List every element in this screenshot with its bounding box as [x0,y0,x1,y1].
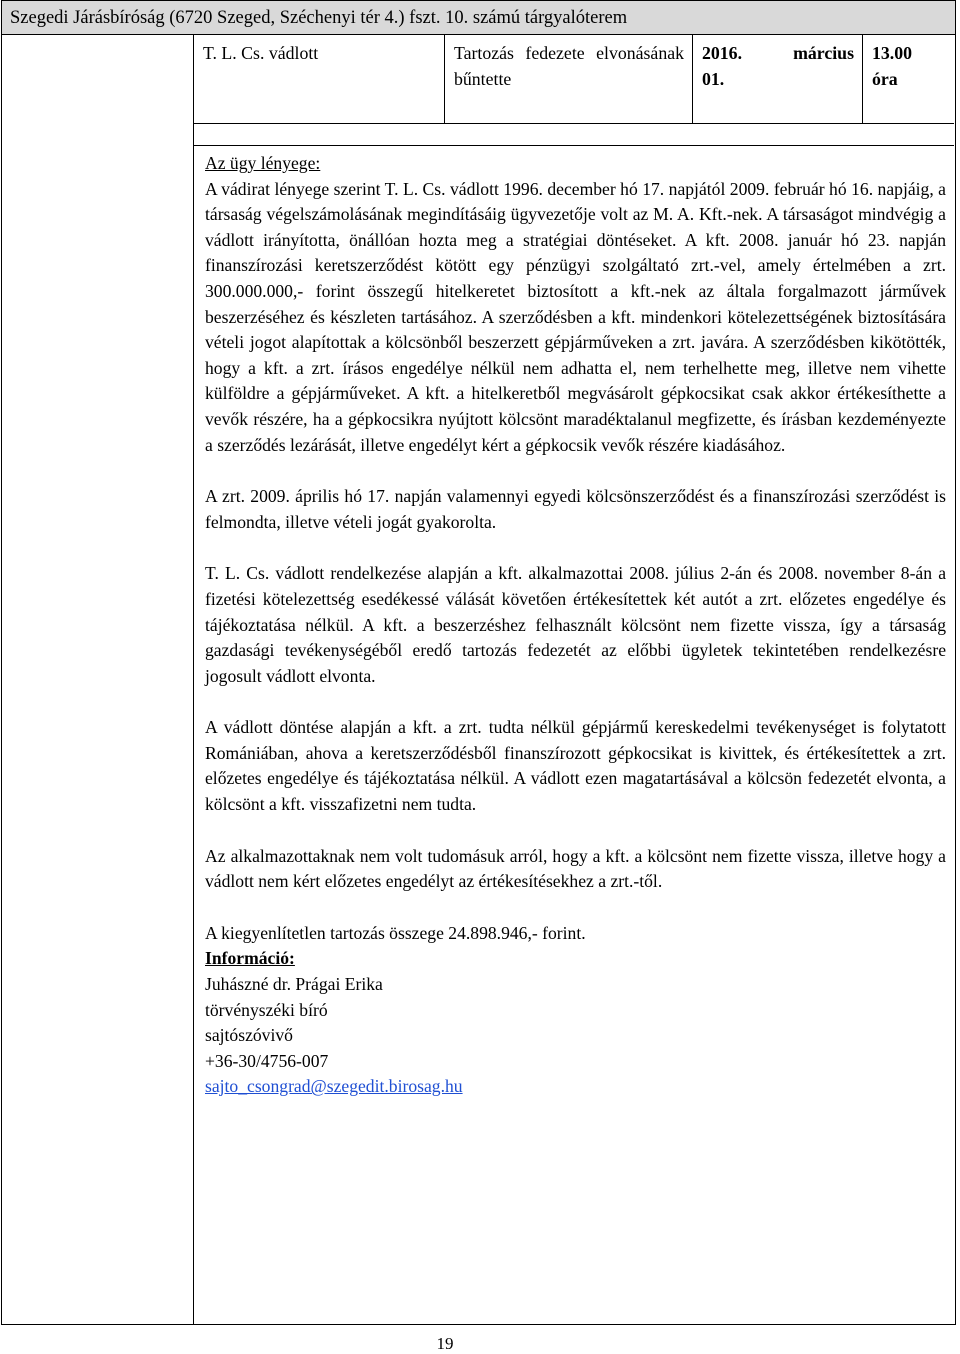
date-day: 01. [702,69,725,89]
contact-email-link[interactable]: sajto_csongrad@szegedit.birosag.hu [205,1076,463,1097]
hearing-row [193,34,954,124]
date-cell [693,34,863,123]
date-year: 2016. [702,43,743,63]
contact-name: Juhászné dr. Prágai Erika [205,974,383,995]
time-value: 13.00 [872,43,913,63]
courtroom-location: Szegedi Járásbíróság (6720 Szeged, Széchenyi tér 4.) fszt. 10. számú tárgyalóterem [10,8,628,28]
paragraph-2: A zrt. 2009. április hó 17. napján valamennyi egyedi kölcsönszerződést és a finanszírozási szerződést is felmondta, illetve vételi jogát gyakorolta. [205,486,946,532]
defendant-cell: T. L. Cs. vádlott [194,34,445,123]
paragraph-3: T. L. Cs. vádlott rendelkezése alapján a kft. alkalmazottai 2008. július 2-án és 2008. november 8-án a fizetési kötelezettség esedékessé válását követően értékesítettek két autót a zrt. előzetes engedélye és tájékoztatása nélkül. A kft. a beszerzéshez felhasznált kölcsönt nem fizette vissza, így a társaság gazdasági tevékenységéből eredő tartozás fedezetét az előbbi ügyletek tekintetében rendelkezésre jogosult vádlott elvonta. [205,563,946,686]
page-number: 19 [436,1334,454,1353]
paragraph-5: Az alkalmazottaknak nem volt tudomásuk arról, hogy a kft. a kölcsönt nem fizette vissza, illetve hogy a vádlott nem kért előzetes engedélyt az értékesítésekhez a zrt.-től. [205,845,946,892]
contact-role-judge: törvényszéki bíró [205,999,328,1020]
date-month: március [793,43,854,63]
courtroom-header [2,1,955,35]
debt-amount: A kiegyenlítetlen tartozás összege 24.898.946,- forint. [205,922,586,943]
case-summary [193,146,954,1324]
time-cell [863,34,954,123]
paragraph-4: A vádlott döntése alapján a kft. a zrt. tudta nélkül gépjármű kereskedelmi tevékenységet is folytatott Romániában, ahova a keretszerződésből finanszírozott gépkocsikat is kivittek, és értékesítettek a zrt. előzetes engedélye és tájékoztatása nélkül. A vádlott ezen magatartásával a kölcsön fedezetét elvonta, a kölcsönt a kft. visszafizetni nem tudta. [205,717,946,815]
spacer-row [193,124,954,146]
section-title: Az ügy lényege: [205,153,321,173]
time-unit: óra [872,69,898,89]
contact-phone: +36-30/4756-007 [205,1050,329,1071]
info-title: Információ: [205,948,295,969]
offense-cell: Tartozás fedezete elvonásának bűntette [445,34,693,123]
contact-role-spokesperson: sajtószóvivő [205,1025,293,1046]
paragraph-1: A vádirat lényege szerint T. L. Cs. vádlott 1996. december hó 17. napjától 2009. február hó 16. napjáig, a társaság végelszámolásának megindításáig ügyvezetője volt az M. A. Kft.-nek. A társaságot mindvégig a vádlott irányította, önállóan hozta meg a stratégiai döntéseket. A kft. 2008. január hó 23. napján finanszírozási keretszerződést kötött egy pénzügyi szolgáltató zrt.-vel, amely értelmében a zrt. 300.000.000,- forint összegű hitelkeretet biztosított a kft.-nek az általa forgalmazott járművek beszerzéséhez és készleten tartásához. A szerződésben a kft. mindenkori kötelezettségének biztosítására vételi jogot alapítottak a kölcsönből beszerzett gépjárműveken a zrt. javára. A szerződésben kikötötték, hogy a kft. a zrt. írásos engedélye nélkül nem adhatta el, nem terhelhette meg, illetve nem vihette külföldre a gépjárműveket. A kft. a hitelkeretből megvásárolt gépkocsikat csak akkor értékesíthette a vevők részére, ha a gépkocsikra nyújtott kölcsönt maradéktalanul megfizette, és írásban kezdeményezte a szerződés lezárását, illetve engedélyt kért a gépkocsik vevők részére kiadásához. [205,178,946,455]
